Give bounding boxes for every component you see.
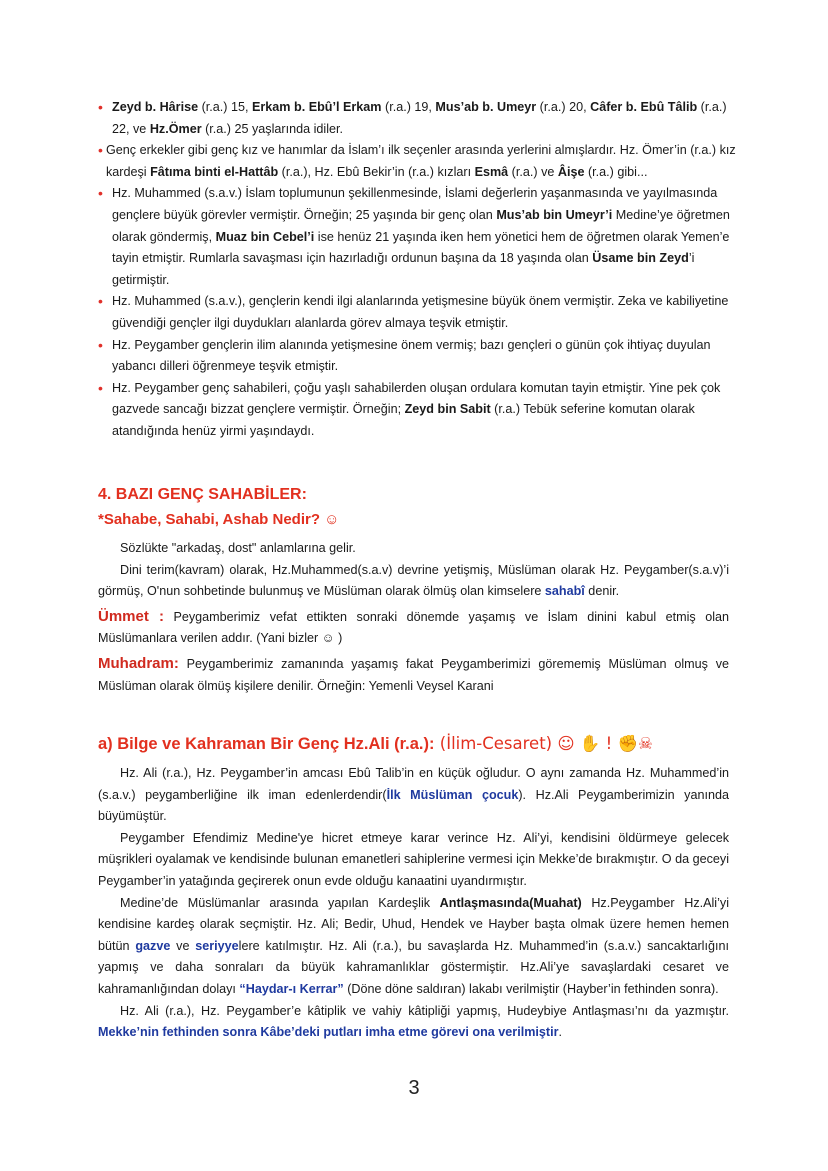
text-highlight: “Haydar-ı Kerrar” (239, 981, 344, 996)
text: denir. (584, 584, 620, 599)
page-number: 3 (408, 1077, 420, 1099)
section4-body (98, 538, 729, 697)
text-bold: Fâtıma binti el-Hattâb (150, 164, 279, 179)
paragraph: Sözlükte "arkadaş, dost" anlamlarına gelir. (120, 541, 356, 555)
text-bold: Esmâ (474, 164, 509, 179)
text: Hz. Peygamber genç sahabileri, çoğu yaşlı sahabilerden oluşan ordulara komutan tayin etmiştir. Yine pek çok gazvede sancağı bizzat gençlere vermiştir. Örneğin; (112, 380, 721, 417)
text: Peygamberimiz vefat ettikten sonraki dönemde yaşamış ve İslam dinini kabul etmiş olan Müslümanlara verilen addır. (Yani bizler ☺ ) (98, 609, 730, 646)
title-sub: (İlim-Cesaret) ☺ ✋ ! ✊☠ (434, 734, 653, 753)
text: (r.a.) gibi... (584, 164, 648, 179)
text-bold: Mus’ab bin Umeyr’i (496, 207, 613, 222)
text-bold: Zeyd bin Sabit (404, 402, 491, 417)
text: (r.a.) 20, (536, 100, 591, 114)
section-title: 4. BAZI GENÇ SAHABİLER: (98, 486, 307, 503)
term-label: Ümmet : (98, 607, 164, 625)
bullet-list (98, 97, 738, 443)
text: Dini terim(kavram) olarak, Hz.Muhammed(s.a.v) devrine yetişmiş, Müslüman olarak Hz. Peygamber(s.a.v)’i görmüş, O'nun sohbetinde bulunmuş ve Müslüman olarak ölmüş olan kimselere (98, 562, 729, 599)
paragraph: Peygamber Efendimiz Medine'ye hicret etmeye karar verince Hz. Ali’yi, kendisini öldürmeye gelecek müşrikleri oyalamak ve kendisinde bulunan emanetleri sahiplerine vermesi için Mekke’de bırakmıştır. O da geceyi Peygamber’in yatağında geçirerek onun evde olduğu kanaatini uyandırmıştır. (98, 830, 729, 888)
text: Hz.Peygamber Hz.Ali’yi kendisine kardeş olarak seçmiştir. Hz. Ali; Bedir, Uhud, Hendek ve Hayber başta olmak üzere hemen hemen bütün (98, 895, 730, 953)
paragraph (98, 606, 729, 650)
text: (r.a.) 25 yaşlarında idiler. (201, 121, 344, 136)
title-text: a) Bilge ve Kahraman Bir Genç Hz.Ali (r.a.): (98, 735, 435, 753)
text: (r.a.) Tebük seferine komutan olarak atandığında henüz yirmi yaşındaydı. (112, 402, 695, 438)
text: . (558, 1025, 562, 1040)
text-bold: Hz.Ömer (149, 121, 202, 136)
text: Medine’ye öğretmen olarak göndermiş, (112, 207, 730, 244)
bullet-item (98, 140, 738, 183)
text: (r.a.) 19, (381, 100, 436, 114)
text-highlight: Mekke’nin fethinden sonra Kâbe’deki putları imha etme görevi ona verilmiştir (98, 1025, 559, 1040)
text-bold: Câfer b. Ebû Tâlib (590, 100, 698, 114)
text: Peygamberimiz zamanında yaşamış fakat Peygamberimizi görememiş Müslüman olmuş ve Müslüman olarak ölmüş kişilere denilir. Örneğin: Yemenli Veysel Karani (98, 656, 729, 693)
section-subtitle: *Sahabe, Sahabi, Ashab Nedir? ☺ (98, 511, 340, 528)
text: (Döne döne saldıran) lakabı verilmiştir (Hayber’in fethinden sonra). (343, 981, 719, 996)
text: ). Hz.Ali Peygamberimizin yanında büyümüştür. (98, 787, 729, 824)
text-bold: Âişe (557, 164, 585, 179)
text: (r.a.) ve (508, 164, 558, 179)
bullet-item (98, 183, 738, 291)
text: (r.a.), Hz. Ebû Bekir’in (r.a.) kızları (278, 164, 475, 179)
text-bold: Üsame bin Zeyd (592, 251, 689, 266)
paragraph (98, 893, 729, 1001)
bullet-item (98, 291, 738, 334)
text-highlight: seriyye (195, 938, 239, 953)
text: (r.a.) 22, ve (112, 100, 727, 136)
bullet-item (98, 97, 738, 140)
section-a-body (98, 763, 729, 1044)
text: Genç erkekler gibi genç kız ve hanımlar da İslam’ı ilk seçenler arasında yerlerini almışlardır. Hz. Ömer’in (r.a.) kız kardeşi (106, 143, 736, 179)
paragraph (98, 1001, 729, 1044)
bullet-item (98, 335, 738, 378)
text-bold: Zeyd b. Hârise (112, 100, 199, 114)
text-highlight: sahabî (544, 584, 585, 599)
paragraph (98, 763, 729, 828)
paragraph (98, 560, 729, 603)
bullet-item (98, 378, 738, 443)
text: Hz. Ali (r.a.), Hz. Peygamber’e kâtiplik ve vahiy kâtipliği yapmış, Hudeybiye Antlaşması’nı da yazmıştır. (120, 1003, 729, 1018)
text-highlight: İlk Müslüman çocuk (386, 787, 519, 802)
section-a-title (98, 734, 653, 754)
text: ise henüz 21 yaşında iken hem yönetici hem de öğretmen olarak Yemen’e tayin etmiştir. Rumlarla savaşması için hazırladığı ordunun başına da 18 yaşında olan (112, 229, 730, 266)
text-bold: Antlaşmasında(Muahat) (439, 895, 582, 910)
text-bold: Muaz bin Cebel’i (215, 229, 315, 244)
text: Medine’de Müslümanlar arasında yapılan Kardeşlik (120, 895, 440, 910)
text: Hz. Muhammed (s.a.v.), gençlerin kendi ilgi alanlarında yetişmesine büyük önem vermiştir. Zeka ve kabiliyetine güvendiği gençler ilgi duydukları alanlarda görev almaya teşvik etmiştir. (112, 294, 729, 330)
text: Hz. Muhammed (s.a.v.) İslam toplumunun şekillenmesinde, İslami değerlerin yaşanmasında ve yayılmasında gençlere büyük görevler vermiştir. Örneğin; 25 yaşında bir genç olan (112, 186, 718, 222)
text: lere katılmıştır. Hz. Ali (r.a.), bu savaşlarda Hz. Muhammed’in (s.a.v.) sancaktarlığını yapmış ve daha sonraları da büyük kahramanlıklar göstermiştir. Hz.Ali’ye savaşlardaki cesaret ve kahramanlığından dolayı (98, 938, 729, 996)
paragraph (98, 653, 729, 697)
text: Hz. Ali (r.a.), Hz. Peygamber’in amcası Ebû Talib’in en küçük oğludur. O aynı zamanda Hz. Muhammed’in (s.a.v.) peygamberliğine ilk iman edenlerdendir( (98, 766, 729, 802)
term-label: Muhadram: (98, 654, 179, 672)
text: ve (170, 938, 196, 953)
text-highlight: gazve (135, 938, 171, 953)
text: Hz. Peygamber gençlerin ilim alanında yetişmesine önem vermiş; bazı gençleri o günün çok ihtiyaç duyulan yabancı dilleri öğrenmeye teşvik etmiştir. (112, 337, 711, 374)
text-bold: Mus’ab b. Umeyr (435, 100, 537, 114)
text: ’i getirmiştir. (112, 251, 695, 287)
text-bold: Erkam b. Ebû’l Erkam (252, 100, 382, 114)
text: (r.a.) 15, (198, 100, 252, 114)
